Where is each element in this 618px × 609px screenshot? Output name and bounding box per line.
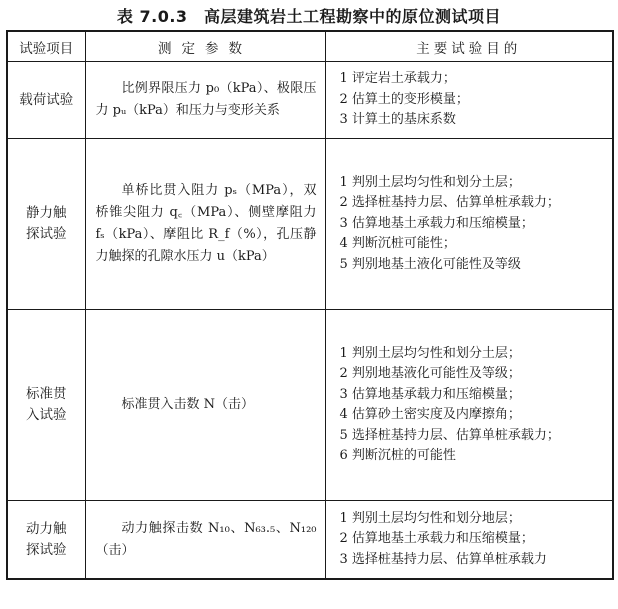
purpose-item: 2 估算土的变形模量； — [339, 91, 469, 107]
test-params: 标准贯入击数 N（击） — [85, 310, 325, 501]
test-params: 单桥比贯入阻力 pₛ（MPa），双桥锥尖阻力 q꜀（MPa）、侧壁摩阻力 fₛ（kPa）、摩阻比 R_f（%），孔压静力触探的孔隙水压力 u（kPa） — [85, 139, 325, 310]
purpose-item: 1 判别土层均匀性和划分地层； — [339, 510, 521, 526]
test-params: 比例界限压力 p₀（kPa）、极限压力 pᵤ（kPa）和压力与变形关系 — [85, 62, 325, 139]
purpose-item: 5 判别地基土液化可能性及等级 — [339, 256, 521, 272]
purpose-item: 2 选择桩基持力层、估算单桩承载力； — [339, 195, 560, 211]
purpose-item: 3 计算土的基床系数 — [339, 112, 456, 128]
in-situ-test-table — [6, 30, 614, 580]
test-name-line: 探试验 — [26, 226, 67, 242]
test-name-line: 探试验 — [26, 541, 67, 558]
test-params: 动力触探击数 N₁₀、N₆₃.₅、N₁₂₀（击） — [85, 501, 325, 580]
purpose-item: 4 估算砂土密实度及内摩擦角； — [339, 407, 521, 422]
table-title: 表 7.0.3 高层建筑岩土工程勘察中的原位测试项目 — [116, 7, 502, 26]
test-name — [7, 62, 85, 139]
test-name-text: 载荷试验 — [19, 91, 74, 108]
test-name-line: 静力触 — [26, 205, 67, 221]
header-row — [7, 31, 613, 62]
test-name-line: 标准贯 — [26, 386, 67, 402]
test-purposes — [325, 501, 613, 580]
header-parameters: 测定参数 — [85, 31, 325, 62]
table-row — [7, 310, 613, 501]
table-row — [7, 62, 613, 139]
test-name — [7, 139, 85, 310]
test-name — [7, 501, 85, 580]
purpose-item: 3 估算地基土承载力和压缩模量； — [339, 215, 534, 231]
test-name-line: 入试验 — [26, 407, 67, 423]
purpose-item: 1 判别土层均匀性和划分土层； — [339, 345, 521, 361]
test-name-line: 动力触 — [26, 520, 67, 537]
purpose-item: 2 判别地基液化可能性及等级； — [339, 366, 521, 381]
table-row — [7, 139, 613, 310]
purpose-item: 2 估算地基土承载力和压缩模量； — [339, 531, 534, 547]
test-purposes — [325, 62, 613, 139]
purpose-item: 3 选择桩基持力层、估算单桩承载力 — [339, 551, 547, 567]
header-purpose: 主要试验目的 — [325, 31, 613, 62]
purpose-item: 1 判别土层均匀性和划分土层； — [339, 174, 521, 190]
purpose-item: 3 估算地基承载力和压缩模量； — [339, 386, 521, 402]
header-test-item: 试验项目 — [7, 31, 85, 62]
test-purposes — [325, 139, 613, 310]
test-name — [7, 310, 85, 501]
test-purposes — [325, 310, 613, 501]
purpose-item: 6 判断沉桩的可能性 — [339, 448, 456, 463]
purpose-item: 1 评定岩土承载力； — [339, 71, 456, 87]
purpose-item: 5 选择桩基持力层、估算单桩承载力； — [339, 427, 560, 443]
purpose-item: 4 判断沉桩可能性； — [339, 236, 456, 252]
table-row — [7, 501, 613, 580]
